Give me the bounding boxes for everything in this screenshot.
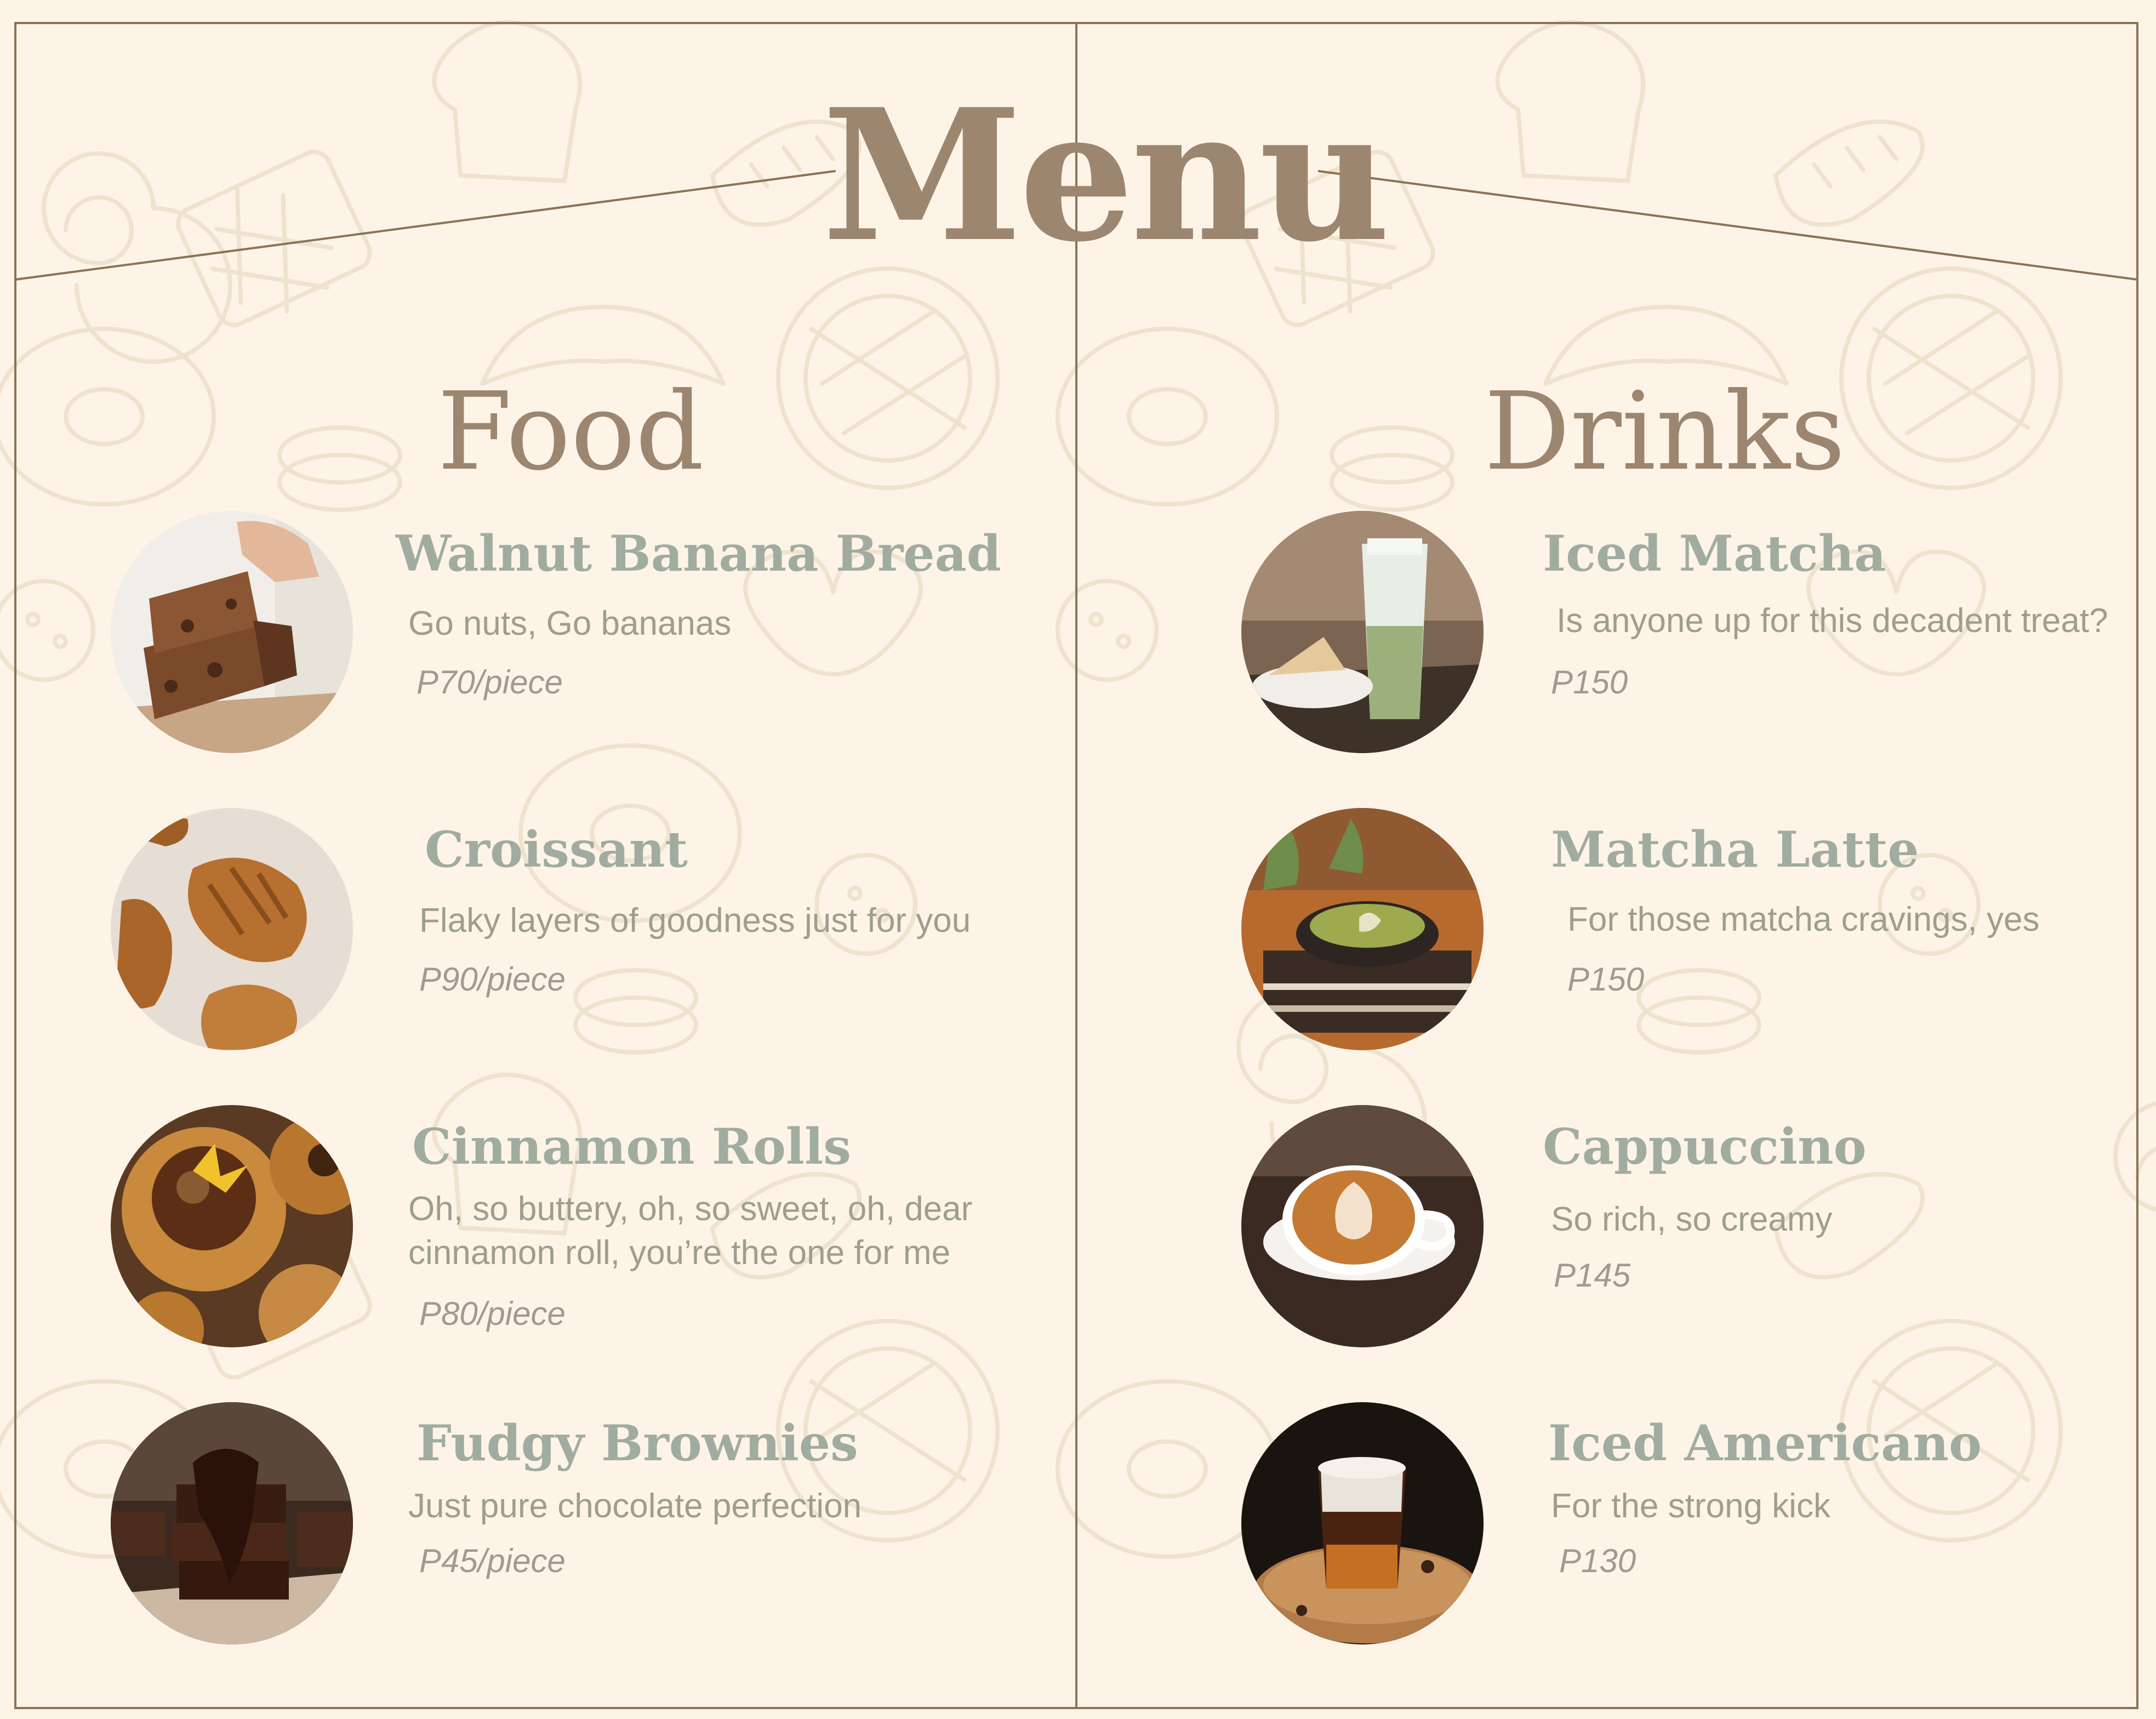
food-item-price-fudgy-brownies: P45/piece — [419, 1542, 566, 1579]
walnut-banana-bread-photo — [111, 511, 353, 753]
food-heading: Food — [437, 369, 704, 494]
drink-item-name-iced-matcha: Iced Matcha — [1543, 525, 1886, 583]
iced-matcha-photo — [1241, 511, 1484, 753]
food-item-price-walnut-banana-bread: P70/piece — [417, 664, 563, 701]
cinnamon-rolls-photo — [111, 1105, 353, 1347]
menu-title: Menu — [822, 69, 1388, 282]
food-item-price-cinnamon-rolls: P80/piece — [419, 1295, 566, 1332]
title-rule-left — [15, 171, 836, 280]
drink-item-price-iced-americano: P130 — [1559, 1542, 1636, 1579]
food-item-description-cinnamon-rolls-line2: cinnamon roll, you’re the one for me — [408, 1234, 951, 1272]
drink-item-name-iced-americano: Iced Americano — [1548, 1414, 1982, 1472]
food-item-name-walnut-banana-bread: Walnut Banana Bread — [396, 525, 1001, 583]
food-item-name-cinnamon-rolls: Cinnamon Rolls — [412, 1118, 851, 1176]
drink-item-description-iced-matcha: Is anyone up for this decadent treat? — [1556, 602, 2108, 640]
drink-item-description-cappuccino: So rich, so creamy — [1551, 1200, 1833, 1238]
food-item-description-cinnamon-rolls-line1: Oh, so buttery, oh, so sweet, oh, dear — [408, 1190, 973, 1228]
iced-americano-photo — [1241, 1402, 1484, 1644]
drink-item-price-matcha-latte: P150 — [1567, 961, 1645, 998]
croissant-photo — [111, 808, 353, 1050]
fudgy-brownies-photo — [111, 1402, 353, 1644]
food-item-price-croissant: P90/piece — [419, 961, 566, 998]
drink-item-price-cappuccino: P145 — [1554, 1257, 1631, 1294]
food-item-name-croissant: Croissant — [425, 821, 688, 879]
cappuccino-photo — [1241, 1105, 1484, 1347]
title-rule-right — [1318, 171, 2137, 280]
food-item-description-croissant: Flaky layers of goodness just for you — [419, 902, 971, 940]
matcha-latte-photo — [1241, 808, 1484, 1050]
drink-item-description-matcha-latte: For those matcha cravings, yes — [1567, 901, 2040, 938]
drink-item-name-matcha-latte: Matcha Latte — [1551, 821, 1919, 879]
drink-item-description-iced-americano: For the strong kick — [1551, 1487, 1830, 1525]
food-item-description-fudgy-brownies: Just pure chocolate perfection — [408, 1487, 862, 1525]
food-item-description-walnut-banana-bread: Go nuts, Go bananas — [408, 605, 732, 642]
drinks-heading: Drinks — [1484, 369, 1846, 494]
food-item-name-fudgy-brownies: Fudgy Brownies — [417, 1414, 858, 1472]
drink-item-name-cappuccino: Cappuccino — [1543, 1118, 1867, 1176]
drink-item-price-iced-matcha: P150 — [1551, 664, 1628, 701]
